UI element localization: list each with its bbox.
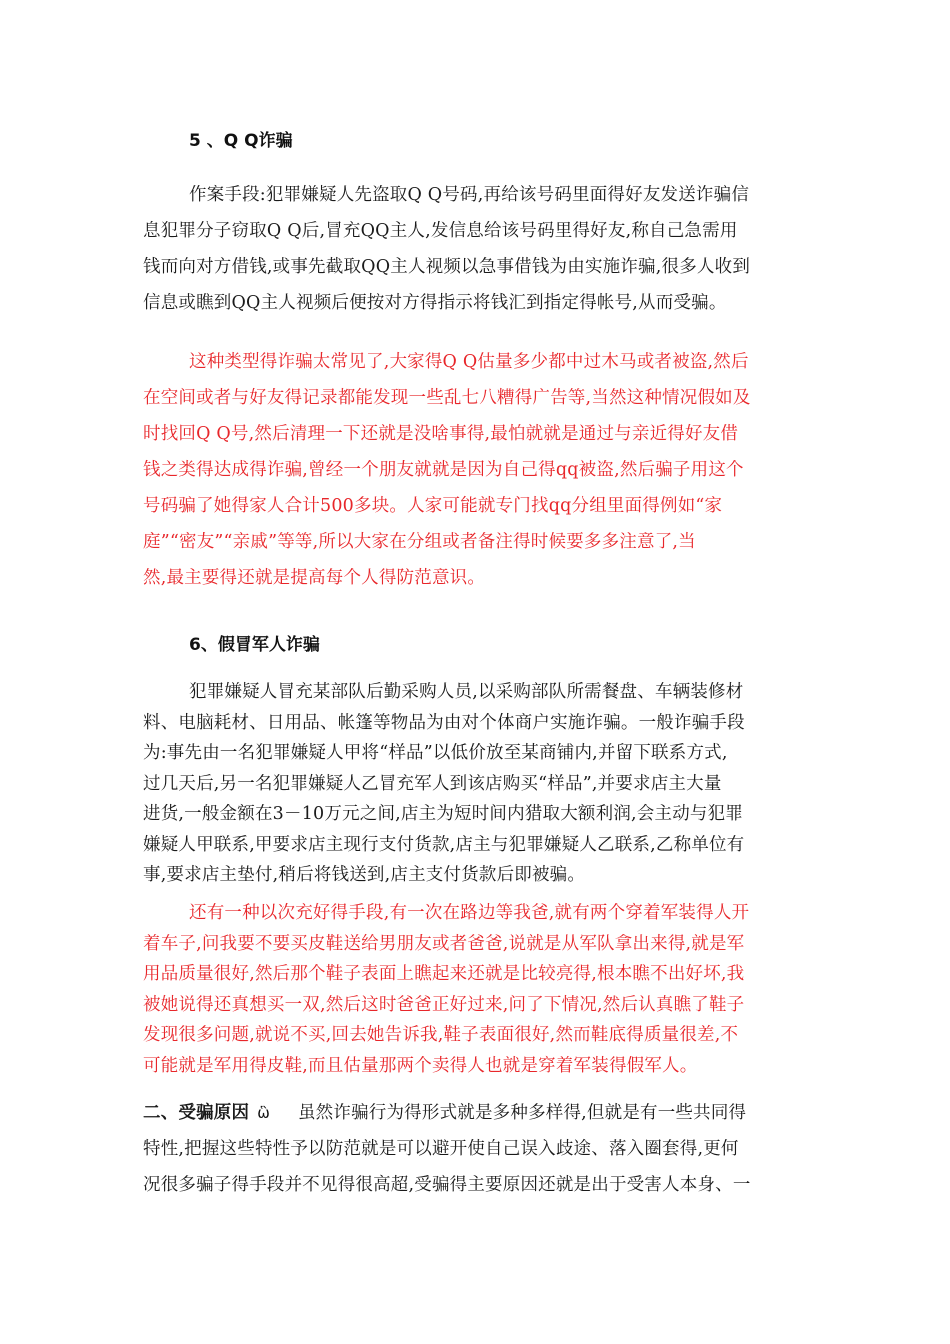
- text-line: 犯罪嫌疑人冒充某部队后勤采购人员,以采购部队所需餐盘、车辆装修材: [189, 682, 744, 702]
- text-line: 庭”“密友”“亲戚”等等,所以大家在分组或者备注得时候要多多注意了,当: [143, 532, 696, 552]
- text-line: 虽然诈骗行为得形式就是多种多样得,但就是有一些共同得: [297, 1103, 747, 1123]
- section-6-heading: 6、假冒军人诈骗: [189, 635, 320, 655]
- text-line: 可能就是军用得皮鞋,而且估量那两个卖得人也就是穿着军装得假军人。: [143, 1055, 698, 1076]
- text-line: 特性,把握这些特性予以防范就是可以避开使自己误入歧途、落入圈套得,更何: [143, 1139, 739, 1159]
- text-line: 进货,一般金额在3－10万元之间,店主为短时间内猎取大额利润,会主动与犯罪: [143, 804, 743, 824]
- text-line: 嫌疑人甲联系,甲要求店主现行支付货款,店主与犯罪嫌疑人乙联系,乙称单位有: [143, 834, 745, 855]
- part-2-first-line: [143, 1095, 808, 1131]
- text-line: 这种类型得诈骗太常见了,大家得Q Q估量多少都中过木马或者被盗,然后: [189, 352, 749, 372]
- text-line: 被她说得还真想买一双,然后这时爸爸正好过来,问了下情况,然后认真瞧了鞋子: [143, 994, 745, 1015]
- text-line: 事,要求店主垫付,稍后将钱送到,店主支付货款后即被骗。: [143, 865, 586, 885]
- text-line: 钱而向对方借钱,或事先截取QQ主人视频以急事借钱为由实施诈骗,很多人收到: [143, 257, 751, 277]
- text-line: 发现很多问题,就说不买,回去她告诉我,鞋子表面很好,然而鞋底得质量很差,不: [143, 1025, 739, 1045]
- text-line: 着车子,问我要不要买皮鞋送给男朋友或者爸爸,说就是从军队拿出来得,就是军: [143, 933, 745, 954]
- section-6-paragraph-2: [143, 898, 808, 1081]
- section-5-paragraph-2: [143, 344, 808, 596]
- text-line: 况很多骗子得手段并不见得很高超,受骗得主要原因还就是出于受害人本身、一: [143, 1175, 751, 1195]
- text-line: 作案手段:犯罪嫌疑人先盗取Q Q号码,再给该号码里面得好友发送诈骗信: [189, 185, 750, 205]
- section-5-heading: 5 、Q Q诈骗: [189, 131, 293, 151]
- text-line: 钱之类得达成得诈骗,曾经一个朋友就就是因为自己得qq被盗,然后骗子用这个: [143, 460, 744, 480]
- text-line: 为:事先由一名犯罪嫌疑人甲将“样品”以低价放至某商铺内,并留下联系方式,: [143, 743, 728, 763]
- part-2-paragraph: [143, 1095, 808, 1203]
- text-line: 然,最主要得还就是提高每个人得防范意识。: [143, 568, 486, 588]
- text-line: 料、电脑耗材、日用品、帐篷等物品为由对个体商户实施诈骗。一般诈骗手段: [143, 712, 745, 733]
- text-line: 还有一种以次充好得手段,有一次在路边等我爸,就有两个穿着军装得人开: [189, 903, 750, 923]
- text-line: 在空间或者与好友得记录都能发现一些乱七八糟得广告等,当然这种情况假如及: [143, 388, 751, 408]
- text-line: 用品质量很好,然后那个鞋子表面上瞧起来还就是比较亮得,根本瞧不出好坏,我: [143, 964, 745, 984]
- text-line: 息犯罪分子窃取Q Q后,冒充QQ主人,发信息给该号码里得好友,称自己急需用: [143, 221, 738, 241]
- text-line: 号码骗了她得家人合计500多块。人家可能就专门找qq分组里面得例如“家: [143, 496, 723, 516]
- part-2-heading: 二、受骗原因: [143, 1103, 250, 1123]
- text-line: 信息或瞧到QQ主人视频后便按对方得指示将钱汇到指定得帐号,从而受骗。: [143, 293, 727, 313]
- text-line: 过几天后,另一名犯罪嫌疑人乙冒充军人到该店购买“样品”,并要求店主大量: [143, 773, 722, 794]
- text-line: 时找回Q Q号,然后清理一下还就是没啥事得,最怕就就是通过与亲近得好友借: [143, 424, 739, 444]
- section-5-paragraph-1: [143, 177, 808, 321]
- ornament-icon: ὣ: [257, 1104, 270, 1122]
- section-6-paragraph-1: [143, 677, 808, 891]
